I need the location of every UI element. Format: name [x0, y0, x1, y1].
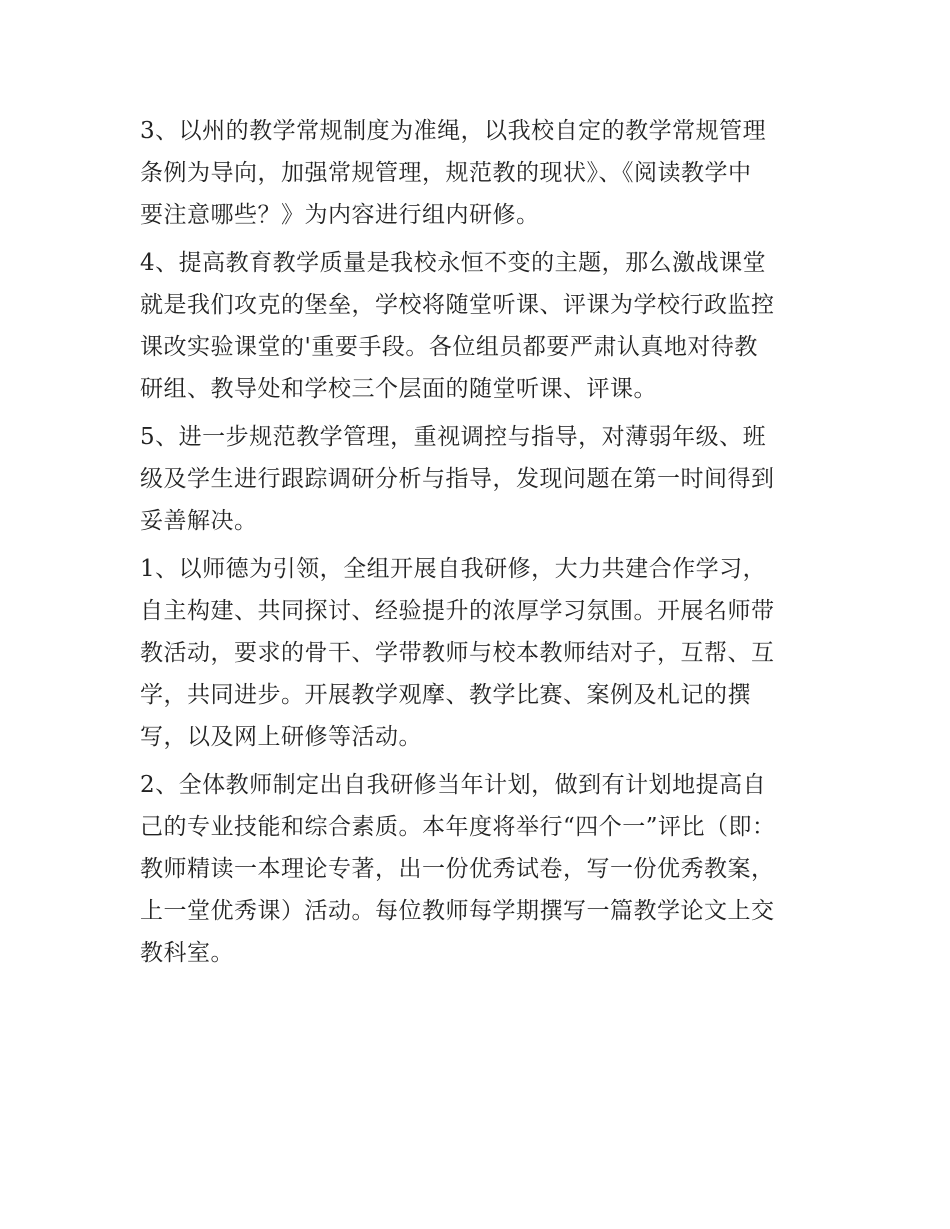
- paragraph-line: 教科室。: [140, 940, 234, 966]
- paragraph-line: 教师精读一本理论专著，出一份优秀试卷，写一份优秀教案，: [140, 856, 775, 882]
- paragraph-line: 5、进一步规范教学管理，重视调控与指导，对薄弱年级、班: [140, 424, 767, 450]
- paragraph-line: 妥善解决。: [140, 508, 258, 534]
- paragraph-line: 学，共同进步。开展教学观摩、教学比赛、案例及札记的撰: [140, 682, 751, 708]
- paragraph-line: 自主构建、共同探讨、经验提升的浓厚学习氛围。开展名师带: [140, 598, 775, 624]
- paragraph-item-3: [140, 110, 820, 236]
- paragraph-line: 3、以州的教学常规制度为准绳，以我校自定的教学常规管理: [140, 118, 767, 144]
- paragraph-line: 研组、教导处和学校三个层面的随堂听课、评课。: [140, 376, 657, 402]
- paragraph-line: 写，以及网上研修等活动。: [140, 724, 422, 750]
- paragraph-line: 4、提高教育教学质量是我校永恒不变的主题，那么激战课堂: [140, 250, 767, 276]
- document-body: [140, 110, 820, 974]
- paragraph-item-1: [140, 548, 820, 758]
- paragraph-line: 条例为导向，加强常规管理，规范教的现状》、《阅读教学中: [140, 160, 752, 186]
- paragraph-line: 要注意哪些？》为内容进行组内研修。: [140, 202, 540, 228]
- paragraph-line: 课改实验课堂的'重要手段。各位组员都要严肃认真地对待教: [140, 334, 758, 360]
- paragraph-line: 就是我们攻克的堡垒，学校将随堂听课、评课为学校行政监控: [140, 292, 775, 318]
- paragraph-line: 上一堂优秀课）活动。每位教师每学期撰写一篇教学论文上交: [140, 898, 775, 924]
- paragraph-line: 教活动，要求的骨干、学带教师与校本教师结对子，互帮、互: [140, 640, 775, 666]
- paragraph-line: 级及学生进行跟踪调研分析与指导，发现问题在第一时间得到: [140, 466, 775, 492]
- paragraph-item-5: [140, 416, 820, 542]
- paragraph-item-2: [140, 764, 820, 974]
- paragraph-line: 己的专业技能和综合素质。本年度将举行“四个一”评比（即：: [140, 814, 776, 840]
- paragraph-line: 1、以师德为引领，全组开展自我研修，大力共建合作学习，: [140, 556, 767, 582]
- paragraph-item-4: [140, 242, 820, 410]
- paragraph-line: 2、全体教师制定出自我研修当年计划，做到有计划地提高自: [140, 772, 767, 798]
